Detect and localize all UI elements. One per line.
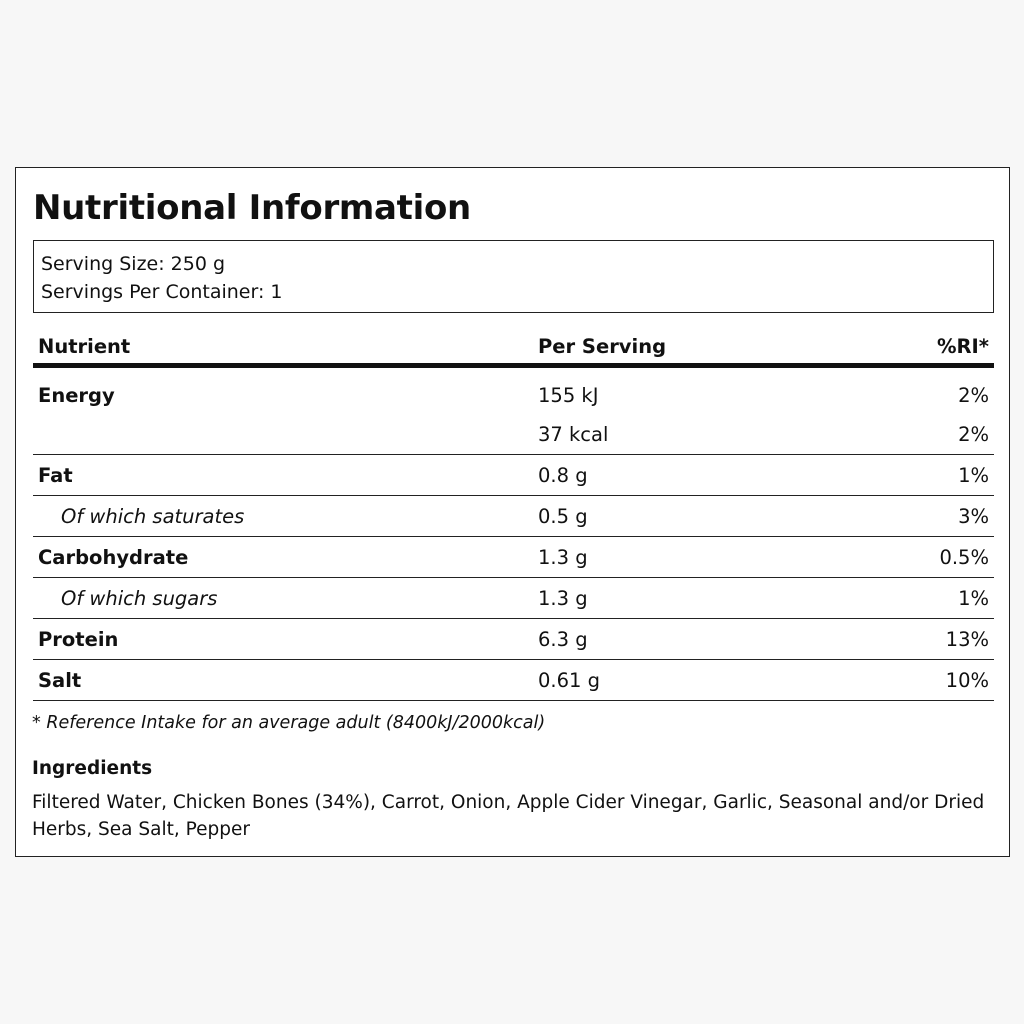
ri-value: 1% <box>958 587 989 610</box>
nutrient-name: Of which saturates <box>61 505 245 528</box>
nutrient-name: Protein <box>38 628 119 651</box>
ri-value: 13% <box>945 628 989 651</box>
servings-per-container: Servings Per Container: 1 <box>41 281 283 303</box>
nutrition-label <box>15 167 1010 857</box>
table-row-salt <box>33 660 994 701</box>
per-serving-value: 6.3 g <box>538 628 588 651</box>
ri-value: 10% <box>945 669 989 692</box>
per-serving-value: 0.61 g <box>538 669 600 692</box>
table-row-carbohydrate <box>33 537 994 578</box>
nutrient-name: Salt <box>38 669 82 692</box>
table-row-saturates <box>33 496 994 537</box>
ri-value: 2% <box>958 423 989 446</box>
nutrient-name: Fat <box>38 464 73 487</box>
nutrient-name: Carbohydrate <box>38 546 189 569</box>
ri-value: 3% <box>958 505 989 528</box>
nutrient-name: Energy <box>38 384 115 407</box>
ri-value: 0.5% <box>939 546 989 569</box>
table-header-row <box>33 326 994 368</box>
ingredients-title: Ingredients <box>32 758 153 779</box>
table-row-sugars <box>33 578 994 619</box>
per-serving-value: 0.8 g <box>538 464 588 487</box>
per-serving-value: 0.5 g <box>538 505 588 528</box>
per-serving-value: 1.3 g <box>538 546 588 569</box>
table-row-energy-kcal <box>33 414 994 455</box>
table-row-protein <box>33 619 994 660</box>
per-serving-value: 37 kcal <box>538 423 609 446</box>
serving-size: Serving Size: 250 g <box>41 253 226 275</box>
ingredients-list: Filtered Water, Chicken Bones (34%), Carrot, Onion, Apple Cider Vinegar, Garlic, Seasonal and/or Dried Herbs, Sea Salt, Pepper <box>32 792 985 840</box>
serving-info-box <box>33 240 994 313</box>
nutrition-table <box>33 326 994 701</box>
ri-value: 2% <box>958 384 989 407</box>
table-row-energy-kj <box>33 368 994 414</box>
table-row-fat <box>33 455 994 496</box>
header-per-serving: Per Serving <box>538 335 667 358</box>
ri-value: 1% <box>958 464 989 487</box>
header-ri: %RI* <box>936 335 989 358</box>
reference-intake-footnote: * Reference Intake for an average adult (8400kJ/2000kcal) <box>32 713 546 733</box>
nutrient-name: Of which sugars <box>61 587 218 610</box>
header-nutrient: Nutrient <box>38 335 131 358</box>
per-serving-value: 1.3 g <box>538 587 588 610</box>
per-serving-value: 155 kJ <box>538 384 599 407</box>
page-title: Nutritional Information <box>33 188 471 228</box>
